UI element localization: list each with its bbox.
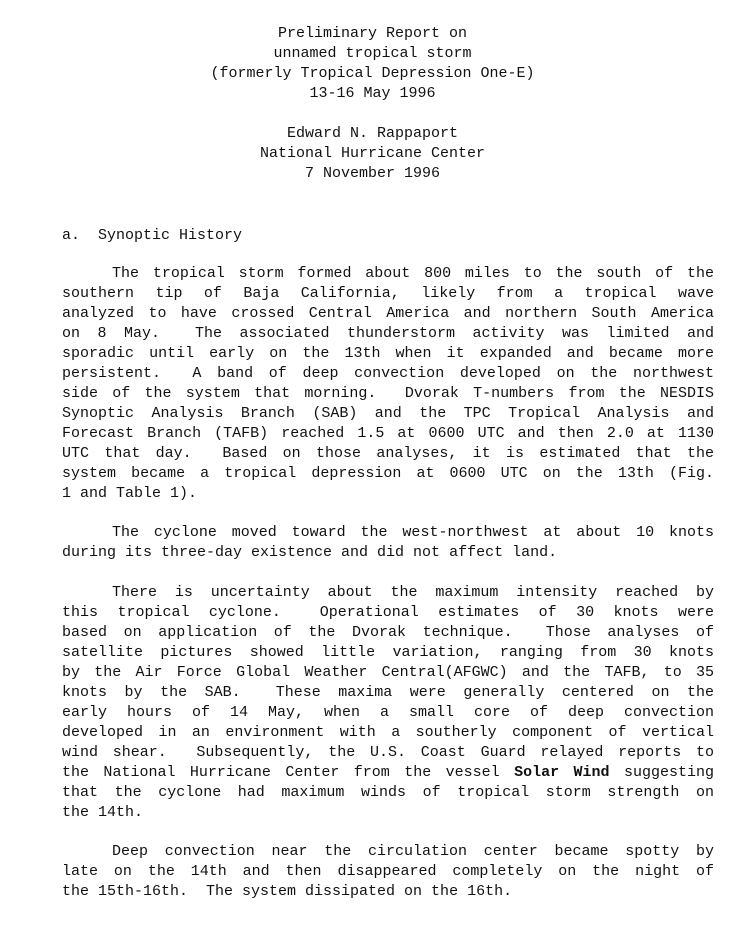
text-line: by the Air Force Global Weather Central(AFGWC) and the TAFB, to 35 [62,664,714,681]
text-line: side of the system that morning. Dvorak T-numbers from the NESDIS [62,385,714,402]
text-line: the National Hurricane Center from the vessel [62,764,515,781]
report-title-block [0,24,745,104]
paragraph-dissipation [62,842,714,902]
text-line: There is uncertainty about the maximum intensity reached by [112,584,714,601]
text-line: UTC that day. Based on those analyses, it is estimated that the [62,445,714,462]
text-line: Forecast Branch (TAFB) reached 1.5 at 0600 UTC and then 2.0 at 1130 [62,425,714,442]
text-line: late on the 14th and then disappeared completely on the night of [62,863,714,880]
text-line: wind shear. Subsequently, the U.S. Coast Guard relayed reports to [62,744,714,761]
report-issue-date: 7 November 1996 [304,165,441,182]
text-line-with-vessel [62,763,714,783]
text-line: 1 and Table 1). [62,485,198,502]
paragraph-motion [62,523,714,563]
text-line: system became a tropical depression at 0600 UTC on the 13th (Fig. [62,465,714,482]
report-date-range: 13-16 May 1996 [309,85,436,102]
text-line: during its three-day existence and did not affect land. [62,544,558,561]
text-line: early hours of 14 May, when a small core of deep convection [62,704,714,721]
text-line: this tropical cyclone. Operational estimates of 30 knots were [62,604,714,621]
text-line: based on application of the Dvorak technique. Those analyses of [62,624,714,641]
text-line: Synoptic Analysis Branch (SAB) and the TPC Tropical Analysis and [62,405,714,422]
text-line: the 14th. [62,804,144,821]
text-line: that the cyclone had maximum winds of tropical storm strength on [62,784,714,801]
text-line: analyzed to have crossed Central America and northern South America [62,305,714,322]
text-line: Deep convection near the circulation center became spotty by [112,843,714,860]
text-line: suggesting [609,764,714,781]
author-name: Edward N. Rappaport [286,125,459,142]
text-line: on 8 May. The associated thunderstorm activity was limited and [62,325,714,342]
section-heading: a. Synoptic History [62,227,243,244]
text-line: the 15th-16th. The system dissipated on the 16th. [62,883,513,900]
report-former-name: (formerly Tropical Depression One-E) [210,65,535,82]
report-title-line: Preliminary Report on [277,25,468,42]
text-line: knots by the SAB. These maxima were generally centered on the [62,684,714,701]
vessel-name: Solar Wind [514,764,610,781]
paragraph-formation [62,264,714,504]
author-block [0,124,745,184]
paragraph-intensity [62,583,714,823]
author-organization: National Hurricane Center [259,145,486,162]
report-storm-name: unnamed tropical storm [273,45,472,62]
text-line: The tropical storm formed about 800 miles to the south of the [112,265,714,282]
text-line: The cyclone moved toward the west-northwest at about 10 knots [112,524,714,541]
text-line: persistent. A band of deep convection developed on the northwest [62,365,714,382]
text-line: satellite pictures showed little variation, ranging from 30 knots [62,644,714,661]
text-line: developed in an environment with a southerly component of vertical [62,724,714,741]
text-line: southern tip of Baja California, likely from a tropical wave [62,285,714,302]
text-line: sporadic until early on the 13th when it expanded and became more [62,345,714,362]
